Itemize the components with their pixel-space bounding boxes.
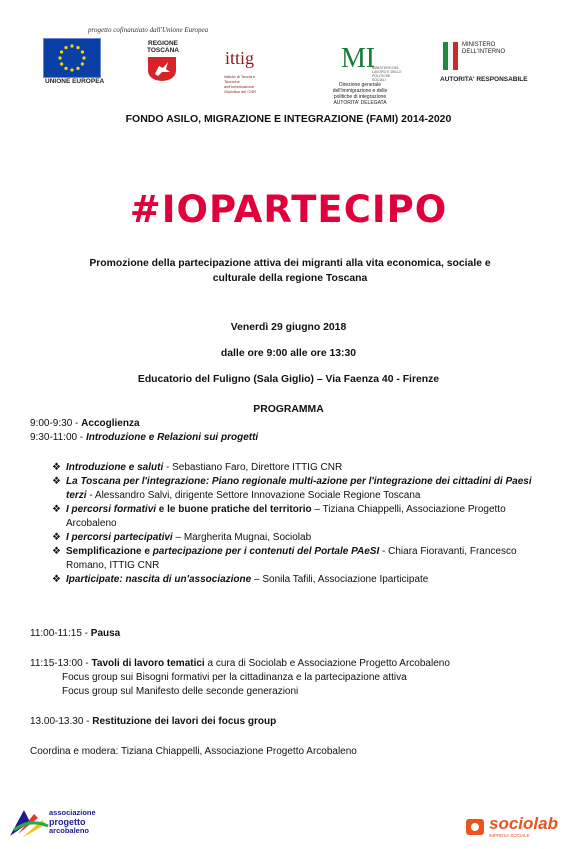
focus-group-item: Focus group sui Bisogni formativi per la cittadinanza e la partecipazione attiva [62,672,407,683]
interior-label-line1: MINISTERO [462,42,496,48]
event-date: Venerdì 29 giugno 2018 [230,322,347,333]
talk-speaker: – Tiziana Chiappelli, Associazione Progetto Arcobaleno [66,504,506,529]
diamond-bullet-icon: ❖ [52,504,61,515]
ml-mark-text: M [341,43,366,72]
agenda-title: Introduzione e Relazioni sui progetti [85,432,259,443]
talk-title: La Toscana per l'integrazione: Piano regionale multi-azione per l'integrazione dei cittadini di Paesi terzi [66,476,532,501]
list-item [52,545,532,573]
talks-list [52,461,532,587]
agenda-item-workshops [30,657,450,671]
diamond-bullet-icon: ❖ [52,546,61,557]
diamond-bullet-icon: ❖ [52,574,61,585]
talk-title-rest: partecipazione per i contenuti del Portale PAeSI [152,546,380,557]
talk-title: Introduzione e saluti [66,462,164,473]
ml-ministry-label: MINISTERO DEL LAVORO E DELLE POLITICHE SOCIALI [372,66,402,82]
eu-label: UNIONE EUROPEA [45,78,105,85]
interior-role-label: AUTORITA' RESPONSABILE [440,76,528,83]
eu-flag-logo [43,38,101,78]
talk-title: I percorsi partecipativi [66,532,173,543]
moderator-note: Coordina e modera: Tiziana Chiappelli, Associazione Progetto Arcobaleno [30,746,357,757]
talk-title-rest: e le buone pratiche del territorio [156,504,312,515]
focus-groups [62,671,407,699]
talk-title: Semplificazione e [66,546,153,557]
agenda-time: 13.00-13.30 - [30,716,93,727]
arcobaleno-line2: progetto [49,817,86,827]
fund-title: FONDO ASILO, MIGRAZIONE E INTEGRAZIONE (FAMI) 2014-2020 [125,113,452,125]
talk-speaker: - Alessandro Salvi, dirigente Settore Innovazione Sociale Regione Toscana [86,490,421,501]
ittig-logo [224,46,254,70]
agenda-title: Tavoli di lavoro tematici [91,658,205,669]
talk-title: I percorsi formativi [66,504,157,515]
diamond-bullet-icon: ❖ [52,476,61,487]
agenda-time: 9:30-11:00 - [30,432,86,443]
agenda-time: 11:00-11:15 - [30,628,91,639]
subtitle-line2: culturale della regione Toscana [212,273,368,284]
program-heading: PROGRAMMA [253,404,324,415]
interior-ministry-label [462,42,505,56]
ministry-labour-logo [340,40,374,72]
list-item [52,461,532,475]
interior-label-line2: DELL'INTERNO [462,49,506,55]
sociolab-wordmark: sociolab [489,814,558,833]
tuscany-pegasus-icon [146,56,178,82]
focus-group-item: Focus group sul Manifesto delle seconde generazioni [62,686,299,697]
tuscany-label-line2: TOSCANA [146,47,180,54]
talk-speaker: – Sonila Tafili, Associazione Iparticipate [251,574,429,585]
talk-speaker: – Margherita Mugnai, Sociolab [172,532,312,543]
arcobaleno-line1: associazione [49,808,96,817]
sociolab-tagline: IMPRESA SOCIALE [489,833,530,838]
tuscany-label [146,40,180,54]
tuscany-label-line1: REGIONE [148,40,178,47]
agenda-detail: a cura di Sociolab e Associazione Progetto Arcobaleno [204,658,450,669]
list-item [52,531,532,545]
agenda-title: Accoglienza [81,418,140,429]
list-item [52,503,532,531]
event-time: dalle ore 9:00 alle ore 13:30 [220,348,357,359]
agenda-time: 11:15-13:00 - [30,658,92,669]
list-item [52,475,532,503]
list-item [52,573,532,587]
diamond-bullet-icon: ❖ [52,462,61,473]
ittig-mark-text: ittig [225,48,254,68]
agenda-title: Restituzione dei lavori dei focus group [92,716,277,727]
diamond-bullet-icon: ❖ [52,532,61,543]
arcobaleno-line3: arcobaleno [49,826,90,835]
agenda-time: 9:00-9:30 - [30,418,82,429]
agenda-title: Pausa [90,628,121,639]
eu-stars-icon [44,39,100,77]
italian-flag-icon [441,42,461,70]
agenda-item-intro [30,431,258,445]
subtitle [40,256,540,286]
ittig-caption: Istituto di Teoria e Tecniche dell'Informazione Giuridica del CNR [224,74,257,94]
talk-speaker: - Chiara Fioravanti, Francesco Romano, ITTIG CNR [66,546,517,571]
talk-title: Iparticipate: nascita di un'associazione [66,574,252,585]
agenda-item-welcome [30,417,140,431]
rainbow-figure-icon [8,804,50,840]
event-venue: Educatorio del Fuligno (Sala Giglio) – Via Faenza 40 - Firenze [137,374,440,385]
sociolab-mark-icon [464,815,486,837]
cofinancing-note: progetto cofinanziato dall'Unione Europea [88,26,209,34]
subtitle-line1: Promozione della partecipazione attiva dei migranti alla vita economica, sociale e [89,258,491,269]
campaign-hashtag: #IOPARTECIPO [129,188,448,231]
agenda-item-report [30,715,276,729]
talk-speaker: - Sebastiano Faro, Direttore ITTIG CNR [163,462,343,473]
agenda-item-break [30,627,120,641]
ml-caption: Direzione generale dell'immigrazione e delle politiche di integrazione AUTORITA' DELEGATA [332,82,388,106]
arcobaleno-wordmark [49,809,96,835]
